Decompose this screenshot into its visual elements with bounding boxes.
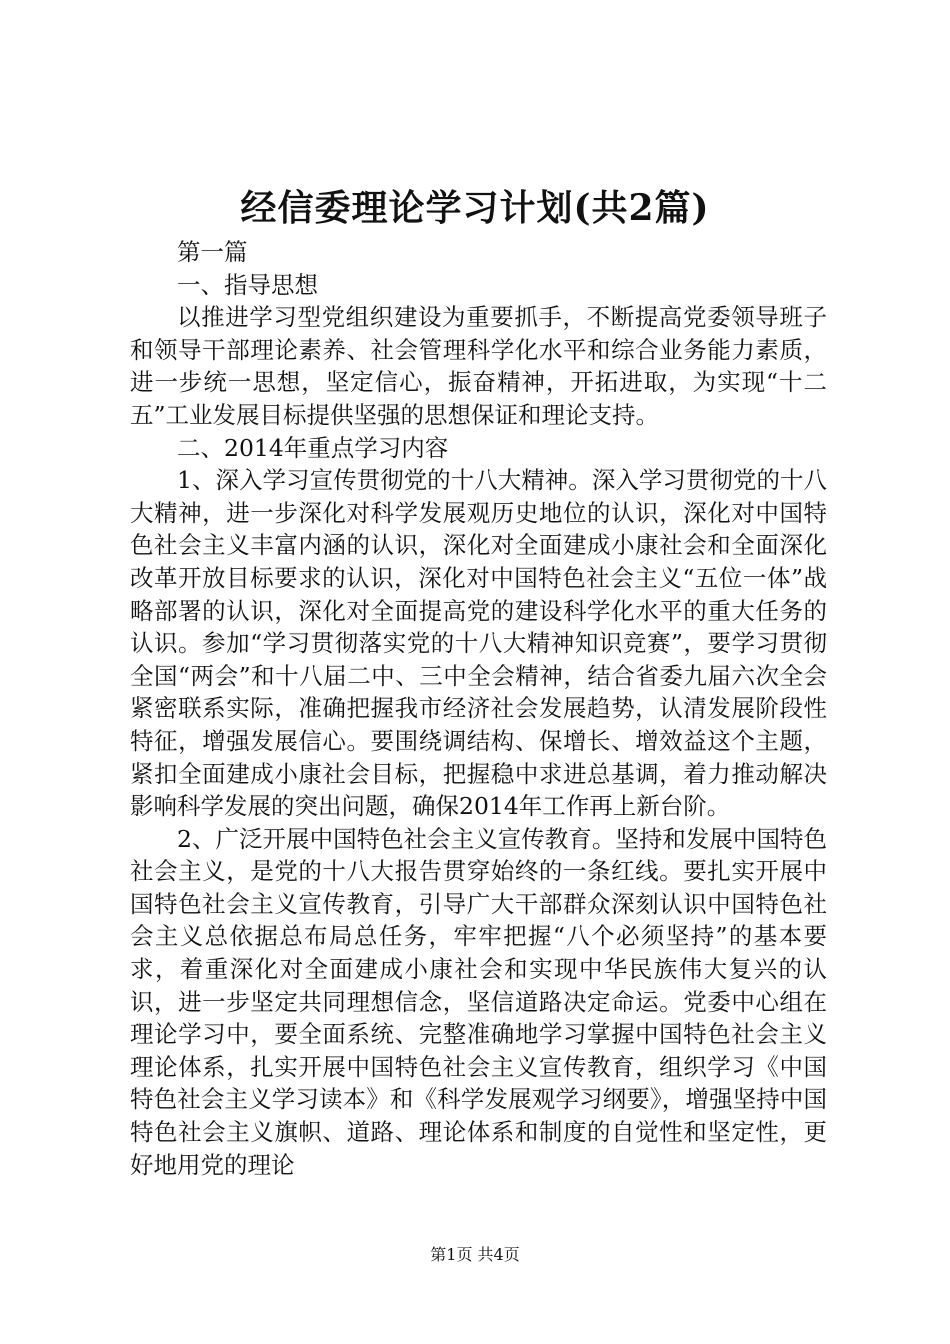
document-title: 经信委理论学习计划(共2篇) bbox=[240, 187, 710, 229]
document-body bbox=[130, 236, 827, 1181]
paragraph-guiding-thought: 以推进学习型党组织建设为重要抓手，不断提高党委领导班子和领导干部理论素养、社会管理科学化水平和综合业务能力素质，进一步统一思想，坚定信心，振奋精神，开拓进取，为实现“十二五”工业发展目标提供坚强的思想保证和理论支持。 bbox=[130, 303, 827, 429]
section-heading-key-content: 二、2014年重点学习内容 bbox=[177, 433, 449, 462]
page-footer: 第1页 共4页 bbox=[430, 1245, 520, 1264]
section-heading-part-one: 第一篇 bbox=[177, 238, 248, 266]
section-heading-guiding-thought: 一、指导思想 bbox=[177, 270, 318, 299]
paragraph-item-2: 2、广泛开展中国特色社会主义宣传教育。坚持和发展中国特色社会主义，是党的十八大报告贯穿始终的一条红线。要扎实开展中国特色社会主义宣传教育，引导广大干部群众深刻认识中国特色社会主义总依据总布局总任务，牢牢把握“八个必须坚持”的基本要求，着重深化对全面建成小康社会和实现中华民族伟大复兴的认识，进一步坚定共同理想信念，坚信道路决定命运。党委中心组在理论学习中，要全面系统、完整准确地学习掌握中国特色社会主义理论体系，扎实开展中国特色社会主义宣传教育，组织学习《中国特色社会主义学习读本》和《科学发展观学习纲要》，增强坚持中国特色社会主义旗帜、道路、理论体系和制度的自觉性和坚定性，更好地用党的理论 bbox=[130, 824, 827, 1179]
paragraph-item-1: 1、深入学习宣传贯彻党的十八大精神。深入学习贯彻党的十八大精神，进一步深化对科学发展观历史地位的认识，深化对中国特色社会主义丰富内涵的认识，深化对全面建成小康社会和全面深化改革开放目标要求的认识，深化对中国特色社会主义“五位一体”战略部署的认识，深化对全面提高党的建设科学化水平的重大任务的认识。参加“学习贯彻落实党的十八大精神知识竞赛”，要学习贯彻全国“两会”和十八届二中、三中全会精神，结合省委九届六次全会紧密联系实际，准确把握我市经济社会发展趋势，认清发展阶段性特征，增强发展信心。要围绕调结构、保增长、增效益这个主题，紧扣全面建成小康社会目标，把握稳中求进总基调，着力推动解决影响科学发展的突出问题，确保2014年工作再上新台阶。 bbox=[130, 466, 827, 821]
